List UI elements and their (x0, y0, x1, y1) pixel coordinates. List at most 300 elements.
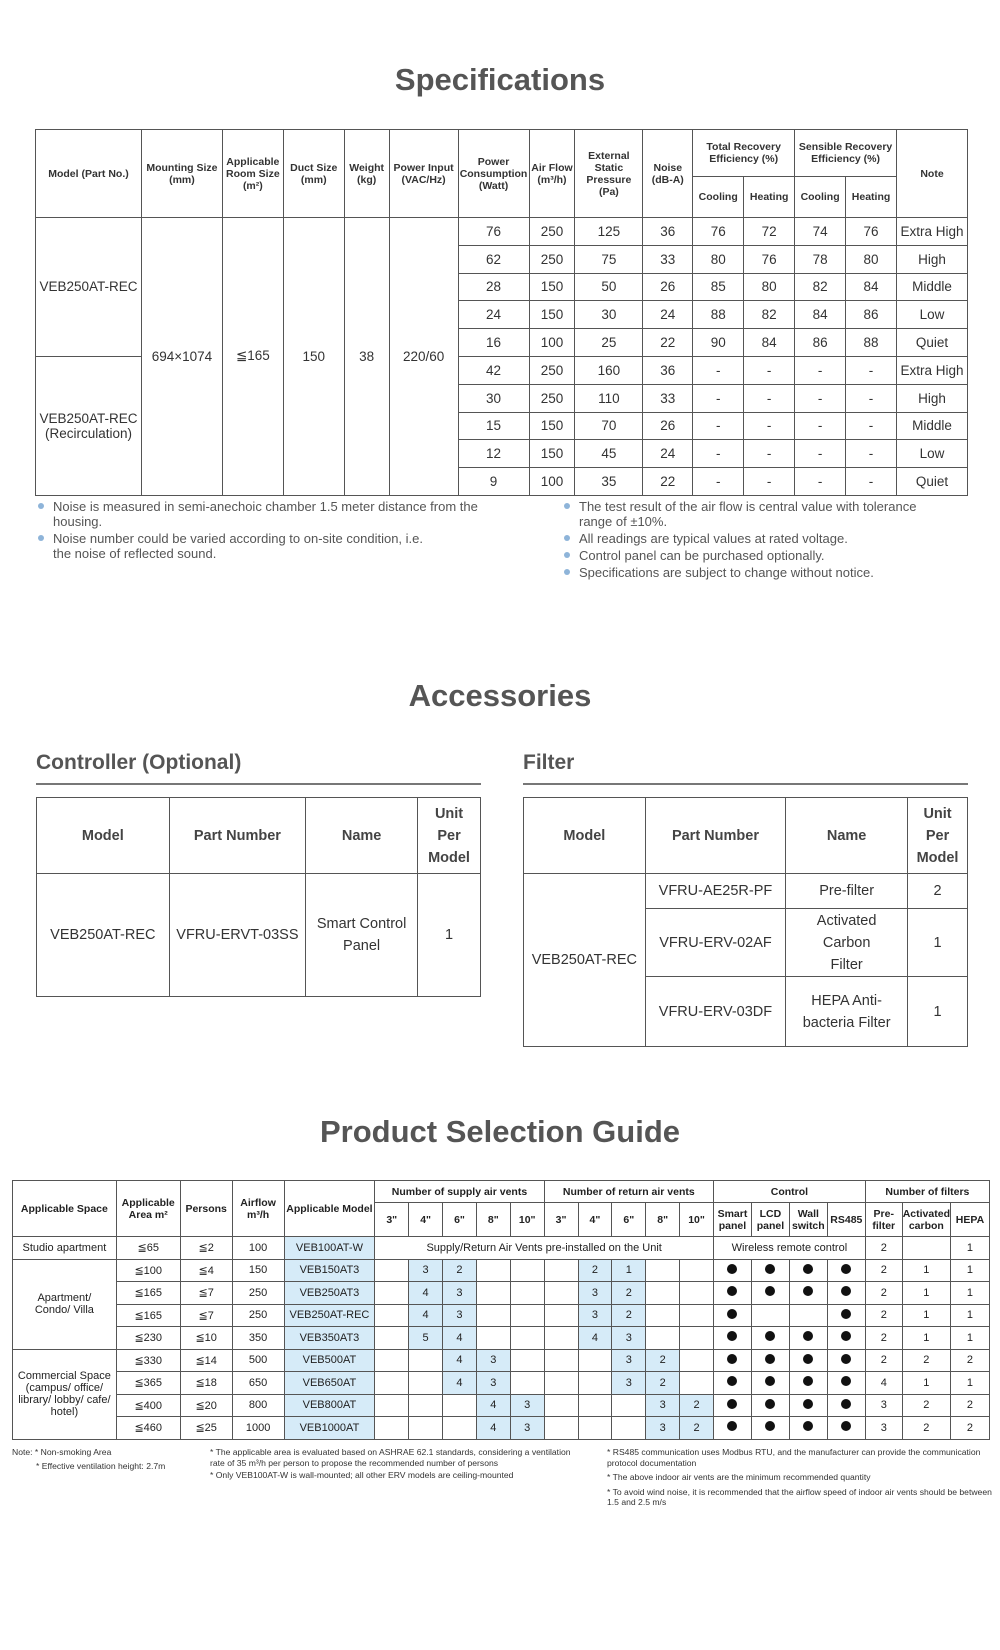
return-vent-count (544, 1417, 578, 1440)
spec-airflow: 250 (529, 218, 575, 246)
guide-filter-count: 2 (950, 1394, 989, 1417)
spec-sensible-cooling: 86 (795, 329, 846, 357)
control-type-header: Wall switch (789, 1203, 827, 1237)
supply-vent-count (443, 1417, 477, 1440)
dot-icon (841, 1421, 851, 1431)
spec-note: High (897, 245, 968, 273)
control-cell (827, 1372, 865, 1395)
spec-pressure: 35 (575, 468, 643, 496)
return-vent-count: 2 (680, 1417, 714, 1440)
controller-model: VEB250AT-REC (37, 874, 170, 997)
guide-filter-count (902, 1237, 950, 1260)
spec-notes-right (562, 499, 962, 582)
spec-total-cooling: - (693, 384, 744, 412)
spec-sensible-heating: - (846, 440, 897, 468)
spec-note: The test result of the air flow is central value with tolerance range of ±10%. (562, 499, 949, 529)
supply-vent-count (375, 1282, 409, 1305)
return-vent-count (578, 1372, 612, 1395)
guide-persons: ≦20 (180, 1394, 232, 1417)
supply-size-header: 8" (476, 1203, 510, 1237)
spec-noise: 24 (643, 440, 693, 468)
guide-filter-count: 1 (902, 1327, 950, 1350)
guide-note: * Effective ventilation height: 2.7m (36, 1460, 166, 1471)
guide-model: VEB100AT-W (284, 1237, 375, 1260)
control-type-header: Smart panel (713, 1203, 751, 1237)
dot-icon (727, 1399, 737, 1409)
guide-persons: ≦18 (180, 1372, 232, 1395)
supply-vent-count: 4 (409, 1304, 443, 1327)
filter-header-unit-label: Unit Per Model (916, 805, 959, 866)
spec-power: 42 (458, 356, 529, 384)
guide-airflow: 150 (232, 1259, 284, 1282)
spec-power: 30 (458, 384, 529, 412)
guide-filter-count: 2 (865, 1349, 902, 1372)
control-type-header: RS485 (827, 1203, 865, 1237)
controller-divider (36, 783, 481, 785)
spec-sensible-cooling: 82 (795, 273, 846, 301)
guide-persons: ≦2 (180, 1237, 232, 1260)
filter-unit: 1 (908, 977, 968, 1047)
return-vent-count (612, 1417, 646, 1440)
spec-note: Middle (897, 273, 968, 301)
filter-type-header: HEPA (950, 1203, 989, 1237)
guide-area: ≦65 (116, 1237, 180, 1260)
dot-icon (803, 1399, 813, 1409)
return-vent-count (646, 1282, 680, 1305)
guide-airflow: 250 (232, 1282, 284, 1305)
filter-header-part-number: Part Number (645, 798, 785, 874)
filter-header-model: Model (524, 798, 646, 874)
return-vent-count (680, 1327, 714, 1350)
guide-note: Note: * Non-smoking Area (12, 1447, 112, 1457)
spec-note: All readings are typical values at rated voltage. (562, 531, 962, 546)
dot-icon (727, 1309, 737, 1319)
guide-persons: ≦4 (180, 1259, 232, 1282)
return-vent-count: 3 (578, 1282, 612, 1305)
guide-control-note: Wireless remote control (713, 1237, 865, 1260)
guide-airflow: 100 (232, 1237, 284, 1260)
guide-persons: ≦14 (180, 1349, 232, 1372)
control-cell (751, 1417, 789, 1440)
filter-title: Filter (523, 751, 575, 774)
supply-vent-count: 4 (476, 1394, 510, 1417)
spec-noise: 22 (643, 468, 693, 496)
return-vent-count (578, 1417, 612, 1440)
supply-vent-count (375, 1372, 409, 1395)
control-cell (827, 1327, 865, 1350)
dot-icon (803, 1331, 813, 1341)
return-vent-count: 3 (646, 1394, 680, 1417)
spec-model-cell (36, 356, 142, 495)
spec-total-cooling: 85 (693, 273, 744, 301)
guide-notes-col2 (210, 1447, 580, 1481)
guide-filter-count: 1 (902, 1372, 950, 1395)
spec-header-duct: Duct Size (mm) (283, 130, 344, 218)
guide-filter-count: 2 (902, 1349, 950, 1372)
guide-filter-count: 2 (902, 1417, 950, 1440)
return-vent-count (544, 1372, 578, 1395)
spec-header-pressure: External Static Pressure (Pa) (575, 130, 643, 218)
guide-note: * The applicable area is evaluated based on ASHRAE 62.1 standards, considering a ventilation rate of 35 m³/h per person to propose the recommended number of persons (210, 1447, 571, 1468)
filter-header-unit (908, 798, 968, 874)
dot-icon (803, 1286, 813, 1296)
spec-sensible-heating: - (846, 412, 897, 440)
spec-total-heating: - (744, 440, 795, 468)
spec-sensible-heating: 88 (846, 329, 897, 357)
spec-total-cooling: 90 (693, 329, 744, 357)
spec-mounting-size: 694×1074 (141, 218, 222, 496)
guide-note: * Only VEB100AT-W is wall-mounted; all other ERV models are ceiling-mounted (210, 1470, 514, 1480)
dot-icon (727, 1376, 737, 1386)
guide-filter-count: 4 (865, 1372, 902, 1395)
guide-airflow: 350 (232, 1327, 284, 1350)
supply-size-header: 4" (409, 1203, 443, 1237)
control-cell (789, 1327, 827, 1350)
guide-filter-count: 2 (865, 1327, 902, 1350)
spec-airflow: 250 (529, 384, 575, 412)
guide-persons: ≦10 (180, 1327, 232, 1350)
supply-vent-count (375, 1327, 409, 1350)
return-vent-count (680, 1349, 714, 1372)
dot-icon (765, 1354, 775, 1364)
spec-sensible-heating: - (846, 468, 897, 496)
return-vent-count (646, 1327, 680, 1350)
return-vent-count (646, 1304, 680, 1327)
spec-note: Noise number could be varied according to on-site condition, i.e. the noise of reflected sound. (36, 531, 423, 561)
spec-sensible-heating: 84 (846, 273, 897, 301)
guide-airflow: 500 (232, 1349, 284, 1372)
dot-icon (765, 1286, 775, 1296)
guide-filter-count: 3 (865, 1394, 902, 1417)
supply-vent-count (375, 1394, 409, 1417)
spec-model: VEB250AT-REC (36, 218, 142, 357)
spec-sensible-cooling: 74 (795, 218, 846, 246)
control-cell (789, 1394, 827, 1417)
filter-divider (523, 783, 968, 785)
spec-noise: 33 (643, 384, 693, 412)
guide-vents-note: Supply/Return Air Vents pre-installed on the Unit (375, 1237, 714, 1260)
guide-header-area: Applicable Area m² (116, 1181, 180, 1237)
spec-pressure: 125 (575, 218, 643, 246)
spec-power: 76 (458, 218, 529, 246)
guide-model: VEB650AT (284, 1372, 375, 1395)
guide-header-filters: Number of filters (865, 1181, 989, 1203)
guide-filter-count: 2 (865, 1304, 902, 1327)
supply-vent-count: 3 (510, 1394, 544, 1417)
guide-filter-count: 1 (950, 1259, 989, 1282)
dot-icon (765, 1376, 775, 1386)
dot-icon (841, 1354, 851, 1364)
supply-vent-count (476, 1282, 510, 1305)
return-vent-count: 3 (646, 1417, 680, 1440)
guide-title: Product Selection Guide (320, 1114, 680, 1149)
spec-note: Low (897, 440, 968, 468)
guide-filter-count: 1 (950, 1327, 989, 1350)
spec-sensible-heating: - (846, 384, 897, 412)
spec-pressure: 160 (575, 356, 643, 384)
spec-noise: 33 (643, 245, 693, 273)
guide-filter-count: 1 (950, 1372, 989, 1395)
spec-header-model: Model (Part No.) (36, 130, 142, 218)
supply-vent-count (476, 1327, 510, 1350)
controller-title: Controller (Optional) (36, 751, 242, 774)
return-vent-count (544, 1259, 578, 1282)
guide-header-space: Applicable Space (13, 1181, 117, 1237)
spec-power: 15 (458, 412, 529, 440)
supply-vent-count (510, 1304, 544, 1327)
dot-icon (841, 1286, 851, 1296)
spec-total-cooling: - (693, 440, 744, 468)
supply-vent-count: 3 (409, 1259, 443, 1282)
controller-header-model: Model (37, 798, 170, 874)
spec-sensible-heating: 86 (846, 301, 897, 329)
dot-icon (727, 1264, 737, 1274)
spec-total-cooling: 76 (693, 218, 744, 246)
return-size-header: 4" (578, 1203, 612, 1237)
filter-type-header: Activated carbon (902, 1203, 950, 1237)
return-vent-count: 3 (612, 1327, 646, 1350)
spec-sensible-cooling: 84 (795, 301, 846, 329)
supply-vent-count (375, 1349, 409, 1372)
spec-power-input: 220/60 (389, 218, 458, 496)
filter-unit: 1 (908, 909, 968, 977)
return-vent-count (680, 1259, 714, 1282)
spec-power: 16 (458, 329, 529, 357)
return-vent-count: 3 (578, 1304, 612, 1327)
control-cell (789, 1372, 827, 1395)
spec-pressure: 45 (575, 440, 643, 468)
spec-total-cooling: 80 (693, 245, 744, 273)
control-cell (751, 1282, 789, 1305)
control-cell (827, 1282, 865, 1305)
spec-total-heating: - (744, 468, 795, 496)
spec-note: Quiet (897, 329, 968, 357)
guide-note: * RS485 communication uses Modbus RTU, and the manufacturer can provide the communication protocol documentation (607, 1447, 981, 1468)
guide-space: Commercial Space (campus/ office/ library/ lobby/ cafe/ hotel) (17, 1370, 111, 1418)
supply-vent-count (375, 1304, 409, 1327)
guide-area: ≦165 (116, 1282, 180, 1305)
guide-header-persons: Persons (180, 1181, 232, 1237)
guide-persons: ≦7 (180, 1282, 232, 1305)
spec-power: 28 (458, 273, 529, 301)
spec-note: Extra High (897, 356, 968, 384)
control-cell (713, 1394, 751, 1417)
control-cell (789, 1304, 827, 1327)
return-vent-count (544, 1327, 578, 1350)
guide-row (13, 1259, 990, 1282)
control-cell (713, 1372, 751, 1395)
guide-space: Apartment/ Condo/ Villa (34, 1292, 94, 1316)
dot-icon (841, 1264, 851, 1274)
control-cell (713, 1282, 751, 1305)
spec-row (36, 218, 968, 246)
controller-header-unit-label: Unit Per Model (428, 805, 470, 866)
guide-filter-count: 2 (865, 1237, 902, 1260)
guide-area: ≦400 (116, 1394, 180, 1417)
spec-total-heating: 76 (744, 245, 795, 273)
guide-filter-count: 2 (865, 1259, 902, 1282)
dot-icon (803, 1264, 813, 1274)
filter-part-number: VFRU-ERV-03DF (645, 977, 785, 1047)
supply-vent-count (510, 1259, 544, 1282)
return-vent-count: 2 (578, 1259, 612, 1282)
guide-header-airflow: Airflow m³/h (232, 1181, 284, 1237)
spec-airflow: 150 (529, 412, 575, 440)
controller-unit: 1 (418, 874, 481, 997)
spec-sensible-cooling: - (795, 384, 846, 412)
return-vent-count: 3 (612, 1349, 646, 1372)
supply-vent-count (375, 1417, 409, 1440)
supply-vent-count: 2 (443, 1259, 477, 1282)
spec-power: 12 (458, 440, 529, 468)
control-cell (827, 1417, 865, 1440)
spec-pressure: 70 (575, 412, 643, 440)
spec-total-heating: 84 (744, 329, 795, 357)
guide-filter-count: 3 (865, 1417, 902, 1440)
spec-note: Middle (897, 412, 968, 440)
controller-header-name: Name (306, 798, 418, 874)
supply-vent-count (510, 1327, 544, 1350)
guide-airflow: 1000 (232, 1417, 284, 1440)
guide-model: VEB250AT-REC (284, 1304, 375, 1327)
dot-icon (841, 1331, 851, 1341)
supply-vent-count (510, 1349, 544, 1372)
spec-total-cooling: - (693, 356, 744, 384)
return-vent-count (544, 1282, 578, 1305)
control-cell (751, 1259, 789, 1282)
supply-vent-count (409, 1417, 443, 1440)
spec-header-cooling: Cooling (693, 177, 744, 218)
return-vent-count: 2 (680, 1394, 714, 1417)
selection-guide-table (12, 1180, 990, 1440)
filter-model: VEB250AT-REC (524, 874, 646, 1047)
guide-space-cell (13, 1259, 117, 1349)
guide-row (13, 1304, 990, 1327)
spec-header-airflow: Air Flow (m³/h) (529, 130, 575, 218)
specifications-table (35, 129, 968, 496)
dot-icon (765, 1421, 775, 1431)
spec-note: Control panel can be purchased optionally. (562, 548, 962, 563)
dot-icon (841, 1309, 851, 1319)
dot-icon (803, 1354, 813, 1364)
guide-area: ≦230 (116, 1327, 180, 1350)
supply-vent-count: 3 (443, 1282, 477, 1305)
spec-noise: 26 (643, 273, 693, 301)
supply-size-header: 6" (443, 1203, 477, 1237)
filter-name-cell (786, 909, 908, 977)
guide-airflow: 800 (232, 1394, 284, 1417)
spec-note: Specifications are subject to change without notice. (562, 565, 962, 580)
spec-duct-size: 150 (283, 218, 344, 496)
supply-vent-count: 4 (409, 1282, 443, 1305)
spec-sensible-cooling: - (795, 356, 846, 384)
spec-airflow: 150 (529, 301, 575, 329)
spec-model: VEB250AT-REC (Recirculation) (39, 410, 138, 441)
spec-sensible-heating: 76 (846, 218, 897, 246)
supply-size-header: 3" (375, 1203, 409, 1237)
spec-header-sensible-recovery: Sensible Recovery Efficiency (%) (795, 130, 897, 177)
spec-airflow: 250 (529, 245, 575, 273)
supply-vent-count (409, 1372, 443, 1395)
control-cell (789, 1349, 827, 1372)
return-vent-count (612, 1394, 646, 1417)
supply-vent-count: 3 (476, 1372, 510, 1395)
spec-total-heating: - (744, 356, 795, 384)
return-vent-count (544, 1394, 578, 1417)
supply-vent-count: 4 (443, 1349, 477, 1372)
spec-header-weight: Weight (kg) (344, 130, 389, 218)
guide-model: VEB150AT3 (284, 1259, 375, 1282)
spec-sensible-heating: 80 (846, 245, 897, 273)
controller-name-cell (306, 874, 418, 997)
spec-note: High (897, 384, 968, 412)
return-size-header: 8" (646, 1203, 680, 1237)
spec-power: 9 (458, 468, 529, 496)
spec-total-cooling: - (693, 412, 744, 440)
dot-icon (841, 1399, 851, 1409)
return-vent-count: 2 (646, 1372, 680, 1395)
guide-space: Studio apartment (13, 1237, 117, 1260)
spec-pressure: 75 (575, 245, 643, 273)
control-cell (827, 1304, 865, 1327)
filter-name: Activated Carbon Filter (816, 912, 877, 973)
supply-vent-count: 5 (409, 1327, 443, 1350)
guide-area: ≦100 (116, 1259, 180, 1282)
filter-part-number: VFRU-AE25R-PF (645, 874, 785, 909)
guide-airflow: 250 (232, 1304, 284, 1327)
guide-filter-count: 2 (865, 1282, 902, 1305)
guide-model: VEB800AT (284, 1394, 375, 1417)
filter-name-cell (786, 977, 908, 1047)
spec-noise: 22 (643, 329, 693, 357)
return-vent-count (680, 1282, 714, 1305)
dot-icon (727, 1421, 737, 1431)
guide-persons: ≦25 (180, 1417, 232, 1440)
guide-row (13, 1394, 990, 1417)
control-cell (751, 1327, 789, 1350)
spec-note: Quiet (897, 468, 968, 496)
guide-area: ≦330 (116, 1349, 180, 1372)
return-vent-count (544, 1304, 578, 1327)
supply-vent-count (409, 1349, 443, 1372)
return-vent-count (646, 1259, 680, 1282)
guide-row (13, 1237, 990, 1260)
spec-note: Noise is measured in semi-anechoic chamber 1.5 meter distance from the housing. (36, 499, 506, 529)
supply-vent-count (476, 1304, 510, 1327)
control-cell (789, 1417, 827, 1440)
control-cell (827, 1349, 865, 1372)
guide-header-control: Control (713, 1181, 865, 1203)
accessories-title: Accessories (408, 678, 592, 713)
guide-area: ≦165 (116, 1304, 180, 1327)
dot-icon (841, 1376, 851, 1386)
guide-row (13, 1372, 990, 1395)
guide-persons: ≦7 (180, 1304, 232, 1327)
supply-size-header: 10" (510, 1203, 544, 1237)
guide-filter-count: 1 (902, 1282, 950, 1305)
supply-vent-count (476, 1259, 510, 1282)
spec-total-heating: - (744, 412, 795, 440)
guide-filter-count: 1 (902, 1259, 950, 1282)
filter-type-header: Pre-filter (865, 1203, 902, 1237)
controller-table (36, 797, 481, 997)
guide-filter-count: 2 (902, 1394, 950, 1417)
spec-total-cooling: 88 (693, 301, 744, 329)
control-cell (713, 1259, 751, 1282)
spec-total-cooling: - (693, 468, 744, 496)
supply-vent-count (443, 1394, 477, 1417)
guide-area: ≦365 (116, 1372, 180, 1395)
